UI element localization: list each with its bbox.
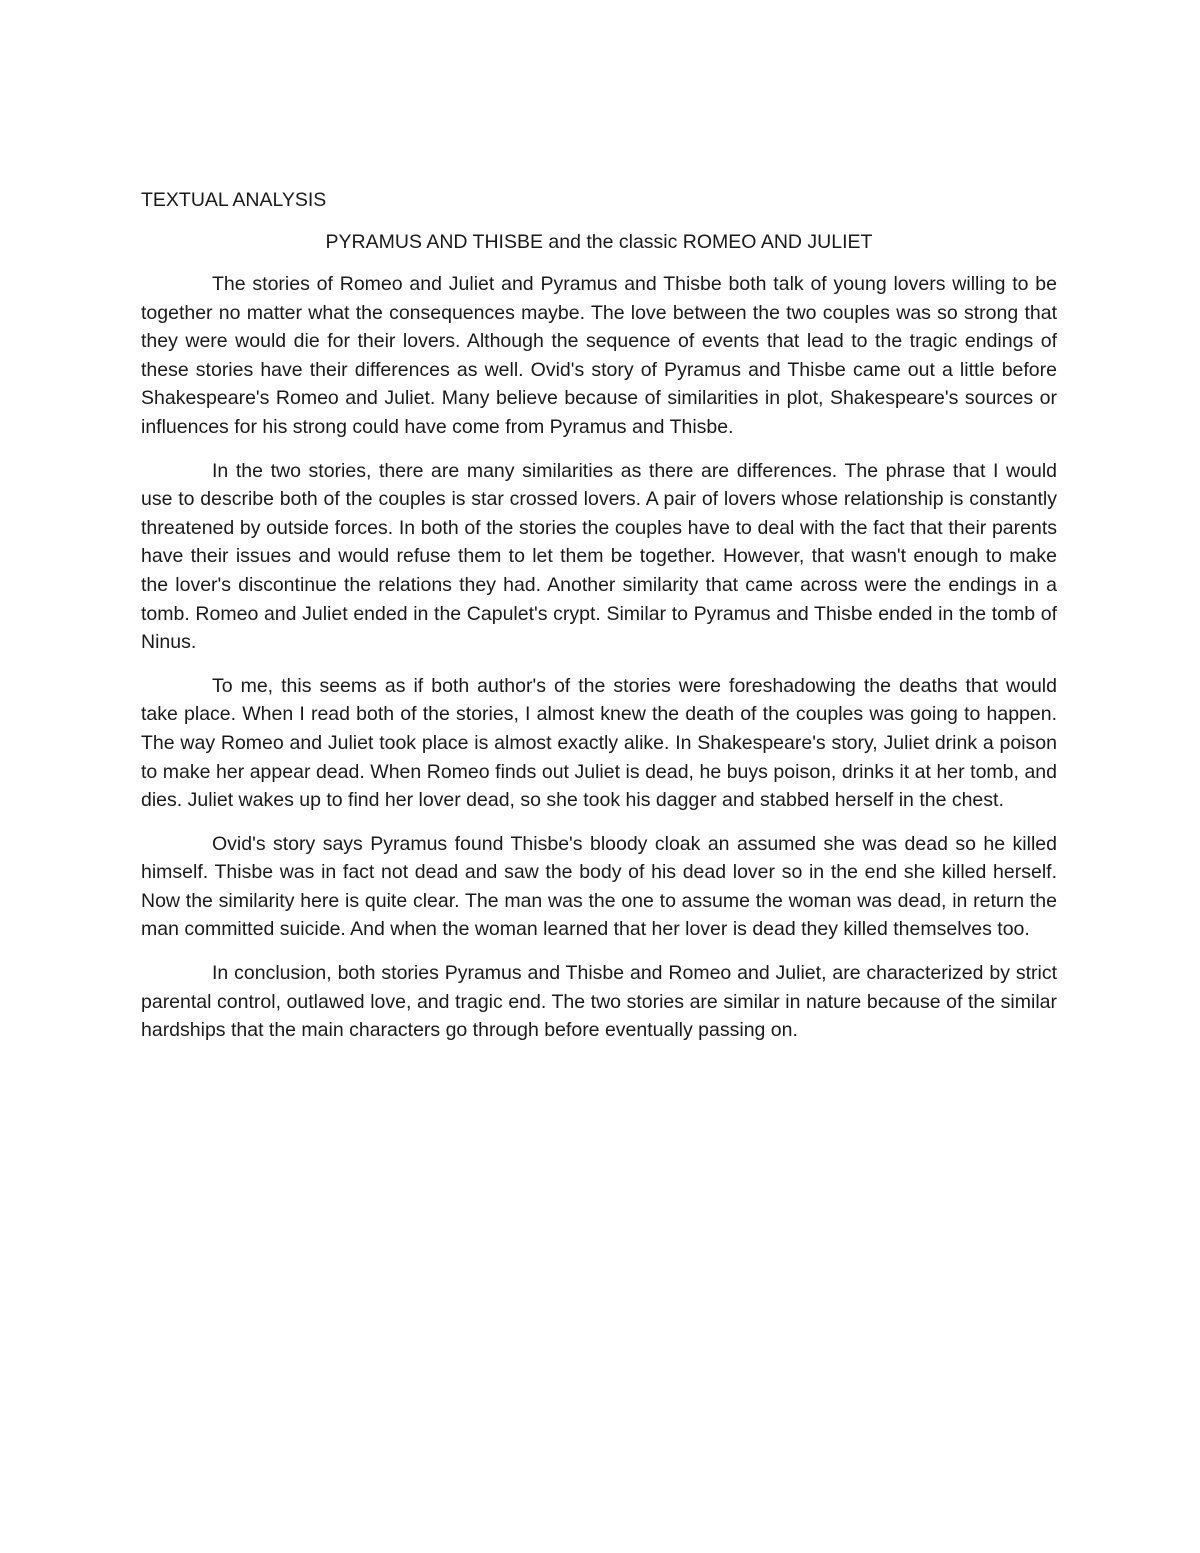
paragraph-4: Ovid's story says Pyramus found Thisbe's bloody cloak an assumed she was dead so he killed himself. Thisbe was in fact not dead and saw the body of his dead lover so in the end she killed herself. Now the similarity here is quite clear. The man was the one to assume the woman was dead, in return the man committed suicide. And when the woman learned that her lover is dead they killed themselves too.: [141, 832, 1057, 941]
paragraph-1: The stories of Romeo and Juliet and Pyramus and Thisbe both talk of young lovers willing to be together no matter what the consequences maybe. The love between the two couples was so strong that they were would die for their lovers. Although the sequence of events that lead to the tragic endings of these stories have their differences as well. Ovid's story of Pyramus and Thisbe came out a little before Shakespeare's Romeo and Juliet. Many believe because of similarities in plot, Shakespeare's sources or influences for his strong could have come from Pyramus and Thisbe.: [141, 273, 1057, 438]
document-body: [141, 186, 1057, 1045]
document-title: PYRAMUS AND THISBE and the classic ROMEO AND JULIET: [325, 231, 873, 253]
paragraph-2: In the two stories, there are many similarities as there are differences. The phrase that I would use to describe both of the couples is star crossed lovers. A pair of lovers whose relationship is constantly threatened by outside forces. In both of the stories the couples have to deal with the fact that their parents have their issues and would refuse them to let them be together. However, that wasn't enough to make the lover's discontinue the relations they had. Another similarity that came across were the endings in a tomb. Romeo and Juliet ended in the Capulet's crypt. Similar to Pyramus and Thisbe ended in the tomb of Ninus.: [141, 459, 1057, 654]
document-label: TEXTUAL ANALYSIS: [141, 189, 327, 211]
paragraph-5: In conclusion, both stories Pyramus and Thisbe and Romeo and Juliet, are characterized by strict parental control, outlawed love, and tragic end. The two stories are similar in nature because of the similar hardships that the main characters go through before eventually passing on.: [141, 962, 1057, 1042]
paragraph-3: To me, this seems as if both author's of the stories were foreshadowing the deaths that would take place. When I read both of the stories, I almost knew the death of the couples was going to happen. The way Romeo and Juliet took place is almost exactly alike. In Shakespeare's story, Juliet drink a poison to make her appear dead. When Romeo finds out Juliet is dead, he buys poison, drinks it at her tomb, and dies. Juliet wakes up to find her lover dead, so she took his dagger and stabbed herself in the chest.: [141, 674, 1057, 812]
